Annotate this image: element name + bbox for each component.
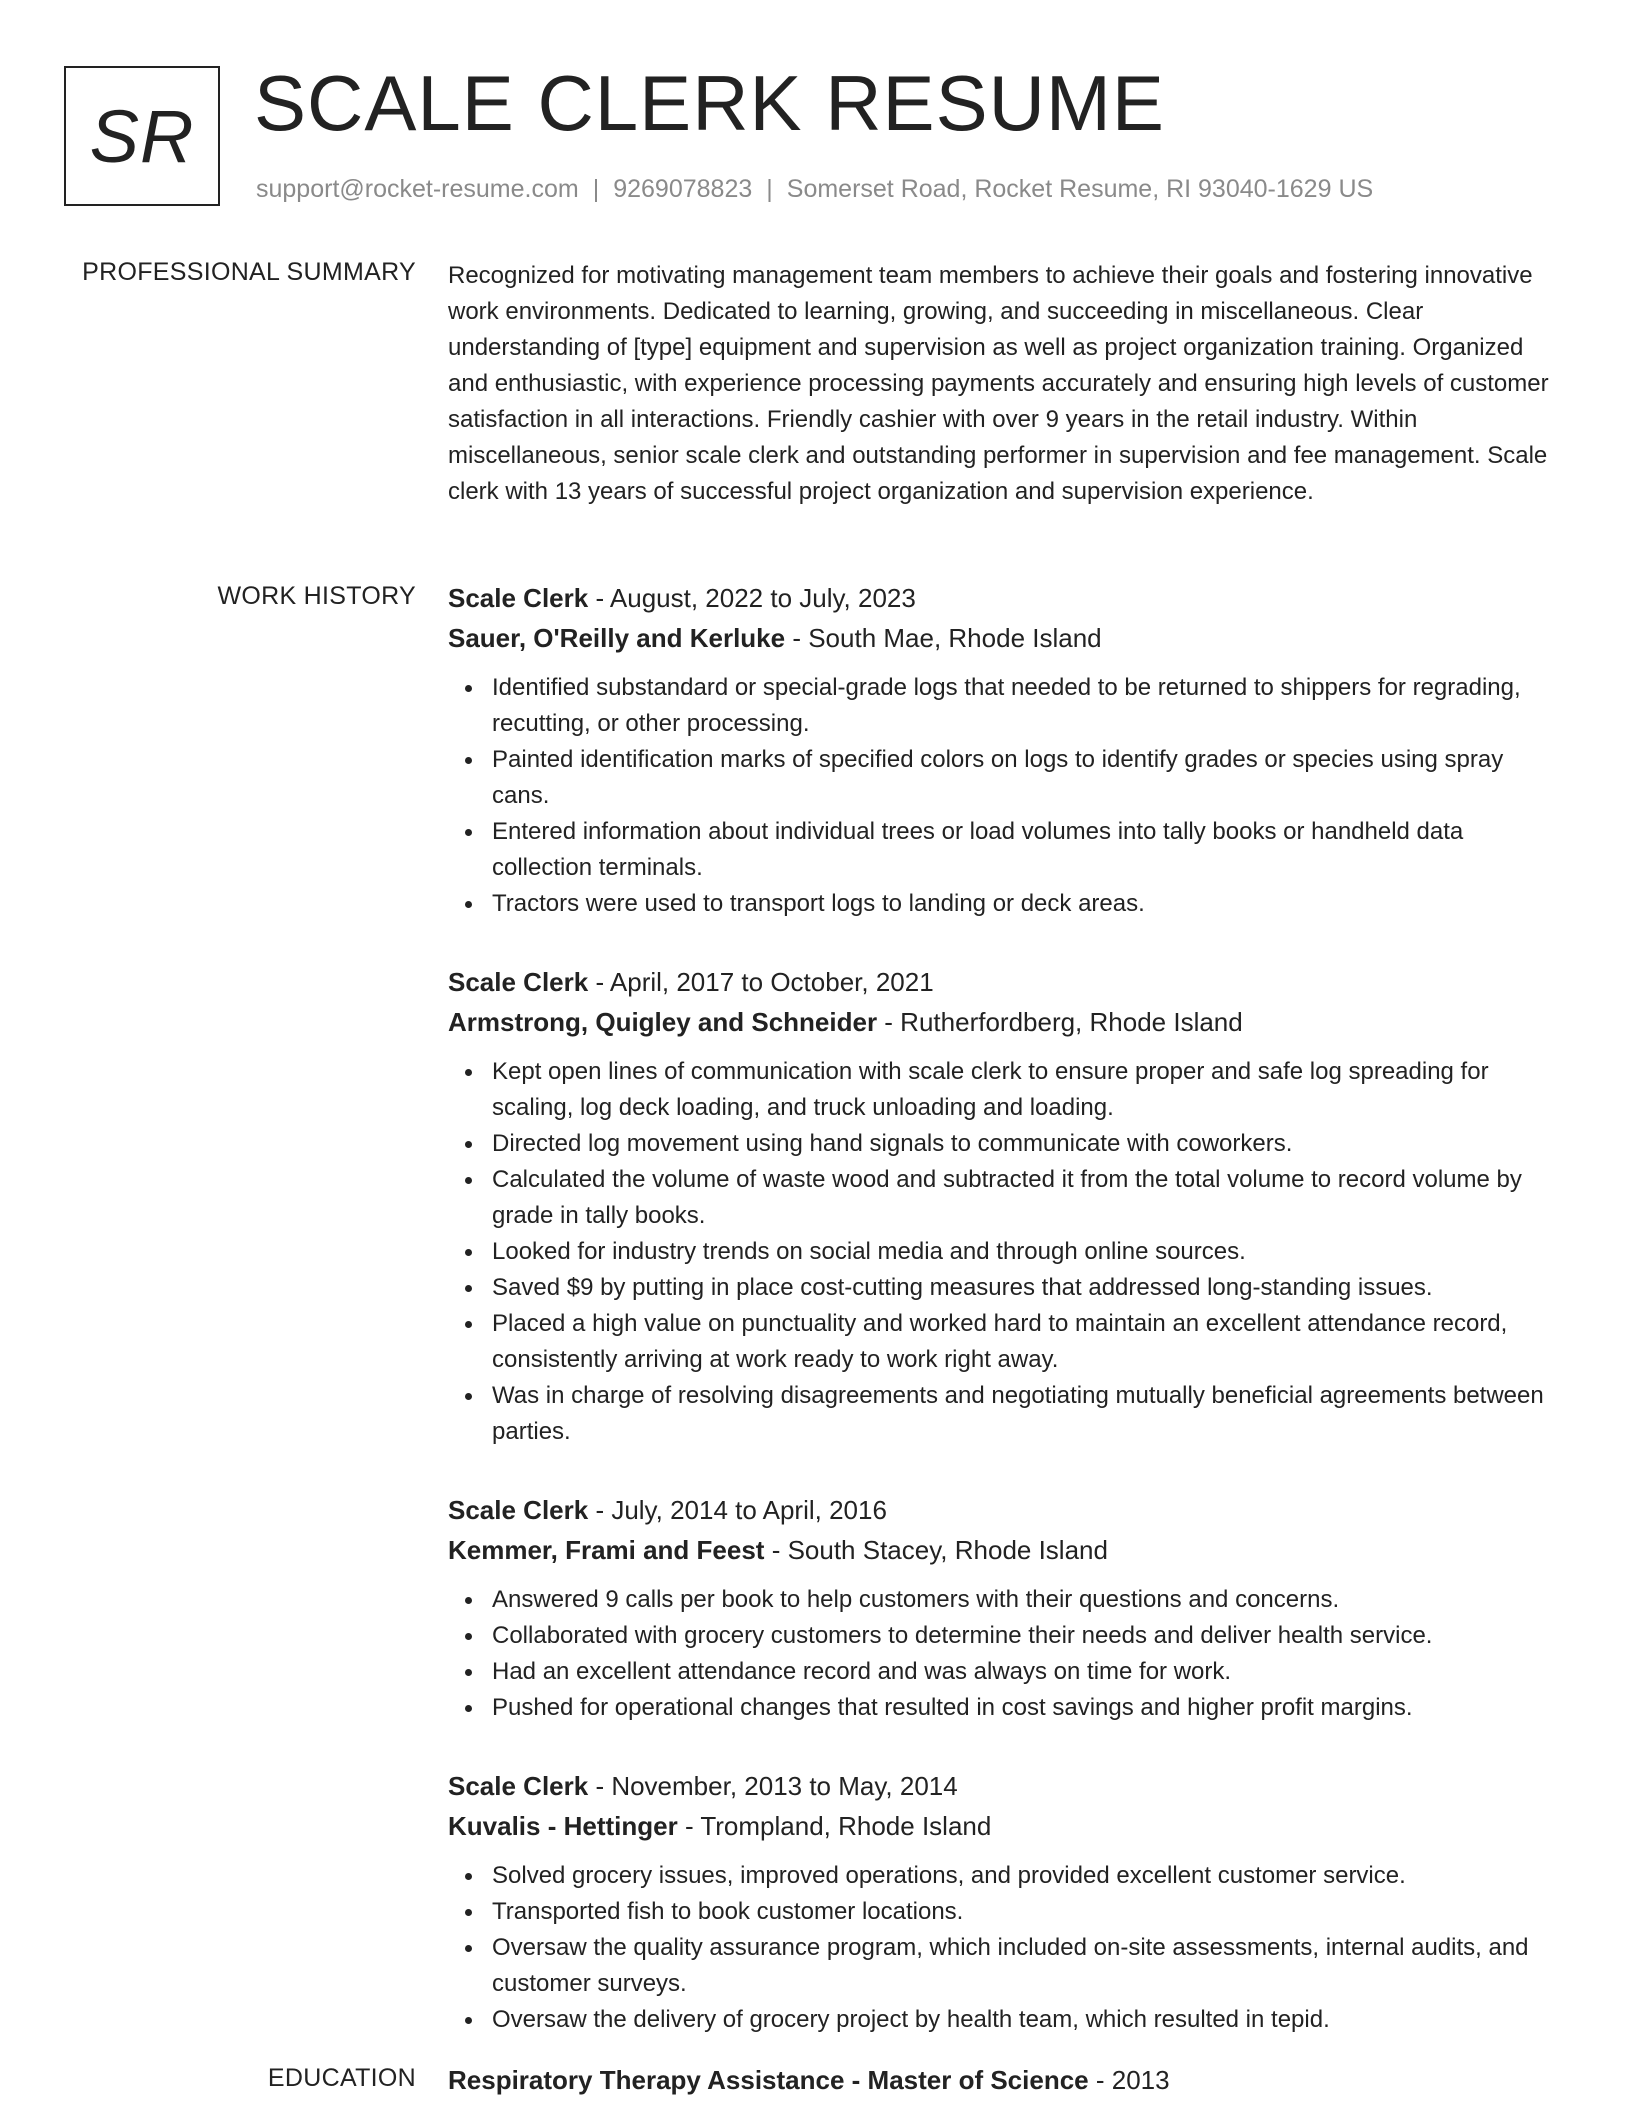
contact-address: Somerset Road, Rocket Resume, RI 93040-1629 US xyxy=(786,175,1374,203)
job-bullets xyxy=(448,1054,1564,1450)
job-title: Scale Clerk xyxy=(448,1495,589,1525)
job-bullet: Had an excellent attendance record and was always on time for work. xyxy=(492,1654,1564,1690)
job-company-line xyxy=(448,1806,1564,1846)
job-bullet: Answered 9 calls per book to help customers with their questions and concerns. xyxy=(492,1582,1564,1618)
contact-email: support@rocket-resume.com xyxy=(256,175,579,203)
job-title: Scale Clerk xyxy=(448,583,589,613)
job-bullet: Oversaw the quality assurance program, which included on-site assessments, internal audits, and customer surveys. xyxy=(492,1930,1564,2002)
job-location: - Trompland, Rhode Island xyxy=(677,1811,992,1841)
contact-line xyxy=(256,175,1373,204)
job-bullet: Identified substandard or special-grade logs that needed to be returned to shippers for regrading, recutting, or other processing. xyxy=(492,670,1564,742)
job-bullet: Calculated the volume of waste wood and subtracted it from the total volume to record volume by grade in tally books. xyxy=(492,1162,1564,1234)
summary-text: Recognized for motivating management team members to achieve their goals and fostering innovative work environments. Dedicated to learning, growing, and succeeding in miscellaneous. Clear understanding of [type] equipment and supervision as well as project organization training. Organized and enthusiastic, with experience processing payments accurately and ensuring high levels of customer satisfaction in all interactions. Friendly cashier with over 9 years in the retail industry. Within miscellaneous, senior scale clerk and outstanding performer in supervision and fee management. Scale clerk with 13 years of successful project organization and supervision experience. xyxy=(448,262,1549,505)
job-bullet: Solved grocery issues, improved operations, and provided excellent customer service. xyxy=(492,1858,1564,1894)
job-bullet: Was in charge of resolving disagreements and negotiating mutually beneficial agreements between parties. xyxy=(492,1378,1564,1450)
job-bullet: Oversaw the delivery of grocery project by health team, which resulted in tepid. xyxy=(492,2002,1564,2038)
work-history-body xyxy=(448,578,1564,2078)
job-company: Kemmer, Frami and Feest xyxy=(448,1535,765,1565)
job-location: - South Mae, Rhode Island xyxy=(785,623,1102,653)
job-entry xyxy=(448,962,1564,1450)
contact-separator: | xyxy=(766,175,773,203)
job-title-line xyxy=(448,1490,1564,1530)
job-entry xyxy=(448,1766,1564,2038)
education-year: - 2013 xyxy=(1088,2065,1170,2095)
education-label: EDUCATION xyxy=(267,2064,416,2092)
job-bullet: Looked for industry trends on social media and through online sources. xyxy=(492,1234,1564,1270)
job-location: - Rutherfordberg, Rhode Island xyxy=(877,1007,1243,1037)
job-bullet: Directed log movement using hand signals to communicate with coworkers. xyxy=(492,1126,1564,1162)
job-dates: - July, 2014 to April, 2016 xyxy=(588,1495,887,1525)
work-history-label: WORK HISTORY xyxy=(217,582,416,610)
job-bullet: Kept open lines of communication with scale clerk to ensure proper and safe log spreading for scaling, log deck loading, and truck unloading and loading. xyxy=(492,1054,1564,1126)
job-bullet: Pushed for operational changes that resulted in cost savings and higher profit margins. xyxy=(492,1690,1564,1726)
summary-body xyxy=(448,258,1564,510)
job-location: - South Stacey, Rhode Island xyxy=(764,1535,1108,1565)
job-bullet: Entered information about individual trees or load volumes into tally books or handheld data collection terminals. xyxy=(492,814,1564,886)
job-bullet: Collaborated with grocery customers to determine their needs and deliver health service. xyxy=(492,1618,1564,1654)
resume-title: SCALE CLERK RESUME xyxy=(254,59,1165,147)
job-dates: - November, 2013 to May, 2014 xyxy=(588,1771,958,1801)
monogram-logo: SR xyxy=(64,66,220,206)
job-dates: - April, 2017 to October, 2021 xyxy=(588,967,934,997)
education-line xyxy=(448,2060,1564,2100)
job-company-line xyxy=(448,618,1564,658)
job-bullet: Painted identification marks of specified colors on logs to identify grades or species using spray cans. xyxy=(492,742,1564,814)
job-company: Sauer, O'Reilly and Kerluke xyxy=(448,623,786,653)
summary-label: PROFESSIONAL SUMMARY xyxy=(82,258,416,286)
job-title-line xyxy=(448,578,1564,618)
job-company-line xyxy=(448,1002,1564,1042)
contact-phone: 9269078823 xyxy=(613,175,753,203)
job-entry xyxy=(448,578,1564,922)
job-bullet: Saved $9 by putting in place cost-cutting measures that addressed long-standing issues. xyxy=(492,1270,1564,1306)
job-company: Kuvalis - Hettinger xyxy=(448,1811,678,1841)
job-bullets xyxy=(448,670,1564,922)
job-title: Scale Clerk xyxy=(448,1771,589,1801)
education-body xyxy=(448,2060,1564,2100)
job-dates: - August, 2022 to July, 2023 xyxy=(588,583,916,613)
job-bullet: Transported fish to book customer locations. xyxy=(492,1894,1564,1930)
job-bullet: Tractors were used to transport logs to landing or deck areas. xyxy=(492,886,1564,922)
job-entry xyxy=(448,1490,1564,1726)
job-company-line xyxy=(448,1530,1564,1570)
contact-separator: | xyxy=(592,175,600,203)
resume-header xyxy=(64,59,1568,216)
job-bullets xyxy=(448,1858,1564,2038)
job-company: Armstrong, Quigley and Schneider xyxy=(448,1007,878,1037)
education-degree: Respiratory Therapy Assistance - Master of Science xyxy=(448,2065,1089,2095)
job-title-line xyxy=(448,1766,1564,1806)
job-bullet: Placed a high value on punctuality and worked hard to maintain an excellent attendance record, consistently arriving at work ready to work right away. xyxy=(492,1306,1564,1378)
job-title: Scale Clerk xyxy=(448,967,589,997)
job-title-line xyxy=(448,962,1564,1002)
job-bullets xyxy=(448,1582,1564,1726)
